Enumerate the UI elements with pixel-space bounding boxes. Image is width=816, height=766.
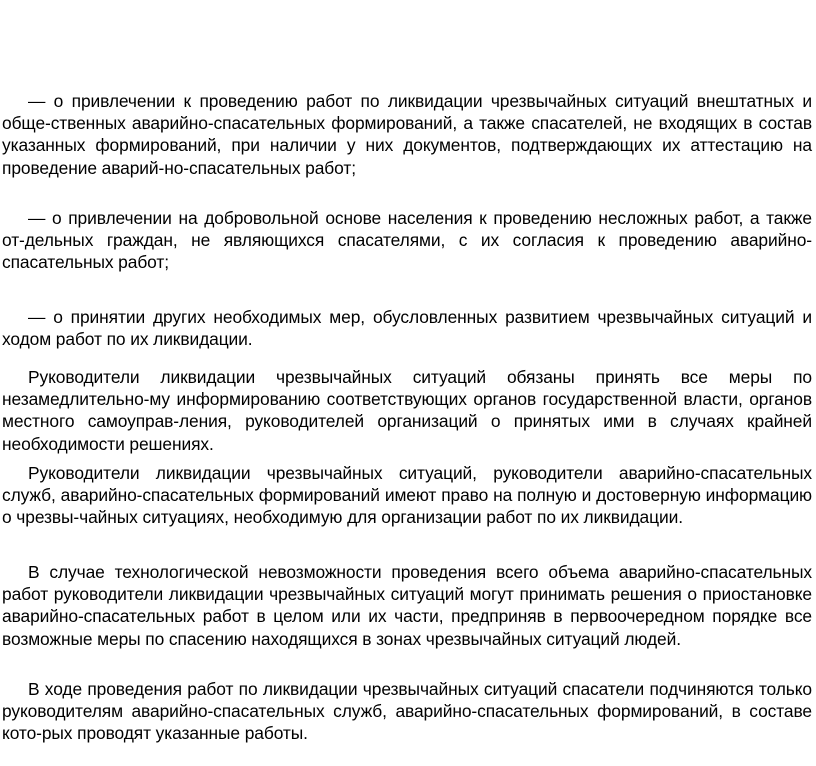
paragraph-right-to-information: Руководители ликвидации чрезвычайных ситуаций, руководители аварийно-спасательных служб, аварийно-спасательных формирований имеют право на полную и достоверную информацию о чрезвы-чайных ситуациях, необходимую для организации работ по их ликвидации. [2, 463, 812, 528]
paragraph-inform-authorities: Руководители ликвидации чрезвычайных ситуаций обязаны принять все меры по незамедлительно-му информированию соответствующих органов государственной власти, органов местного самоуправ-ления, руководителей организаций о принятых ими в случаях крайней необходимости решениях. [2, 367, 812, 454]
paragraph-involve-formations: — о привлечении к проведению работ по ликвидации чрезвычайных ситуаций внештатных и обще-ственных аварийно-спасательных формирований, а также спасателей, не входящих в состав указанных формирований, при наличии у них документов, подтверждающих их аттестацию на проведение аварий-но-спасательных работ; [2, 91, 812, 178]
paragraph-other-measures: — о принятии других необходимых мер, обусловленных развитием чрезвычайных ситуаций и ходом работ по их ликвидации. [2, 307, 812, 350]
paragraph-rescuers-subordination: В ходе проведения работ по ликвидации чрезвычайных ситуаций спасатели подчиняются только руководителям аварийно-спасательных служб, аварийно-спасательных формирований, в составе кото-рых проводят указанные работы. [2, 679, 812, 744]
paragraph-involve-population: — о привлечении на добровольной основе населения к проведению несложных работ, а также от-дельных граждан, не являющихся спасателями, с их согласия к проведению аварийно-спасательных работ; [2, 208, 812, 273]
paragraph-suspend-works: В случае технологической невозможности проведения всего объема аварийно-спасательных работ руководители ликвидации чрезвычайных ситуаций могут принимать решения о приостановке аварийно-спасательных работ в целом или их части, предприняв в первоочередном порядке все возможные меры по спасению находящихся в зонах чрезвычайных ситуаций людей. [2, 562, 812, 649]
